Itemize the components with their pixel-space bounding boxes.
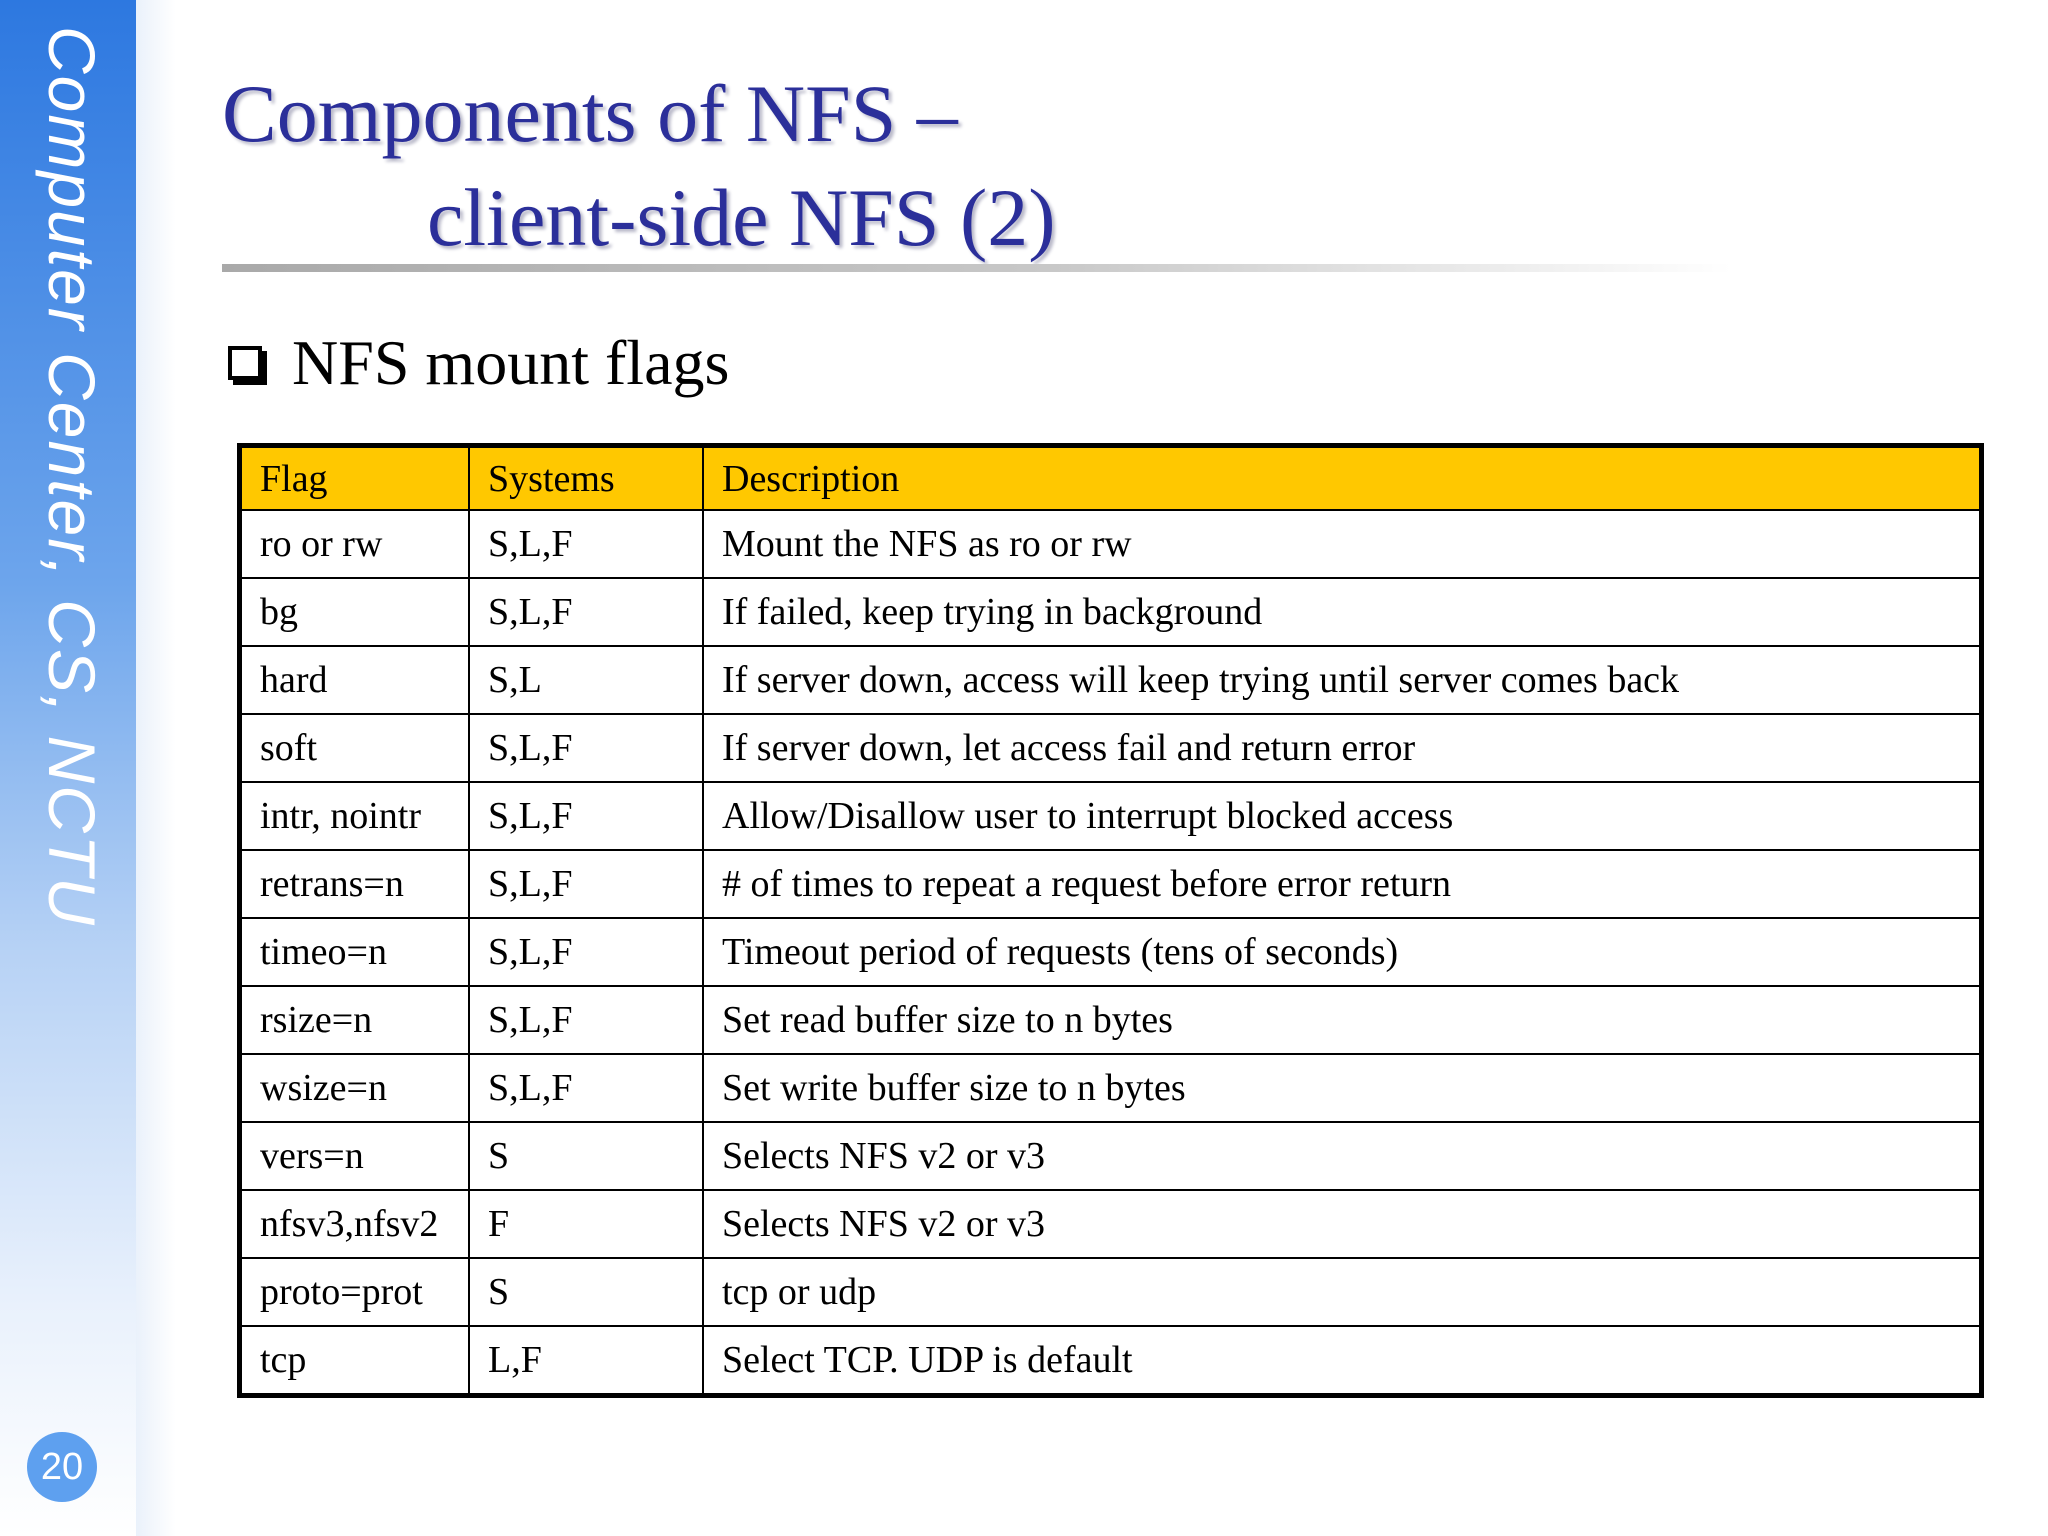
systems-cell: L,F xyxy=(469,1326,703,1396)
table-row xyxy=(240,1258,1982,1326)
slide-title xyxy=(222,62,1056,270)
flag-cell: soft xyxy=(240,714,470,782)
description-cell: tcp or udp xyxy=(703,1258,1982,1326)
description-cell: Timeout period of requests (tens of seconds) xyxy=(703,918,1982,986)
flag-cell: intr, nointr xyxy=(240,782,470,850)
table-row xyxy=(240,918,1982,986)
systems-cell: S,L,F xyxy=(469,782,703,850)
description-cell: Selects NFS v2 or v3 xyxy=(703,1190,1982,1258)
title-underline xyxy=(222,264,1732,272)
description-cell: # of times to repeat a request before error return xyxy=(703,850,1982,918)
description-cell: If server down, access will keep trying until server comes back xyxy=(703,646,1982,714)
mount-flags-table xyxy=(237,443,1984,1398)
bullet-text: NFS mount flags xyxy=(292,327,730,398)
table-header-row xyxy=(240,446,1982,511)
checkbox-bullet-icon xyxy=(228,346,262,380)
description-cell: Mount the NFS as ro or rw xyxy=(703,510,1982,578)
systems-cell: S xyxy=(469,1122,703,1190)
side-banner xyxy=(0,0,136,1536)
systems-cell: S,L,F xyxy=(469,510,703,578)
table-row xyxy=(240,1326,1982,1396)
flag-cell: proto=prot xyxy=(240,1258,470,1326)
table-row xyxy=(240,782,1982,850)
systems-cell: S xyxy=(469,1258,703,1326)
header-cell-systems: Systems xyxy=(469,446,703,511)
systems-cell: F xyxy=(469,1190,703,1258)
table-row xyxy=(240,646,1982,714)
table-row xyxy=(240,714,1982,782)
description-cell: If failed, keep trying in background xyxy=(703,578,1982,646)
table-row xyxy=(240,1054,1982,1122)
systems-cell: S,L,F xyxy=(469,986,703,1054)
systems-cell: S,L,F xyxy=(469,578,703,646)
flag-cell: timeo=n xyxy=(240,918,470,986)
table-row xyxy=(240,510,1982,578)
flag-cell: vers=n xyxy=(240,1122,470,1190)
header-cell-flag: Flag xyxy=(240,446,470,511)
flag-cell: bg xyxy=(240,578,470,646)
flag-cell: hard xyxy=(240,646,470,714)
flag-cell: tcp xyxy=(240,1326,470,1396)
description-cell: Selects NFS v2 or v3 xyxy=(703,1122,1982,1190)
bullet-item xyxy=(228,326,729,400)
description-cell: Set write buffer size to n bytes xyxy=(703,1054,1982,1122)
systems-cell: S,L xyxy=(469,646,703,714)
flag-cell: wsize=n xyxy=(240,1054,470,1122)
table-row xyxy=(240,986,1982,1054)
banner-org-label: Computer Center, CS, NCTU xyxy=(35,26,109,927)
page-number-badge: 20 xyxy=(27,1432,97,1502)
header-cell-description: Description xyxy=(703,446,1982,511)
table-row xyxy=(240,850,1982,918)
table-row xyxy=(240,578,1982,646)
flag-cell: rsize=n xyxy=(240,986,470,1054)
description-cell: Set read buffer size to n bytes xyxy=(703,986,1982,1054)
systems-cell: S,L,F xyxy=(469,918,703,986)
systems-cell: S,L,F xyxy=(469,1054,703,1122)
table-row xyxy=(240,1122,1982,1190)
title-line-1: Components of NFS – xyxy=(222,68,958,159)
banner-fade xyxy=(136,0,176,1536)
flag-cell: nfsv3,nfsv2 xyxy=(240,1190,470,1258)
flag-cell: ro or rw xyxy=(240,510,470,578)
description-cell: Select TCP. UDP is default xyxy=(703,1326,1982,1396)
systems-cell: S,L,F xyxy=(469,714,703,782)
table-row xyxy=(240,1190,1982,1258)
flag-cell: retrans=n xyxy=(240,850,470,918)
table-body xyxy=(240,510,1982,1396)
title-line-2: client-side NFS (2) xyxy=(427,172,1056,263)
description-cell: Allow/Disallow user to interrupt blocked access xyxy=(703,782,1982,850)
description-cell: If server down, let access fail and return error xyxy=(703,714,1982,782)
systems-cell: S,L,F xyxy=(469,850,703,918)
